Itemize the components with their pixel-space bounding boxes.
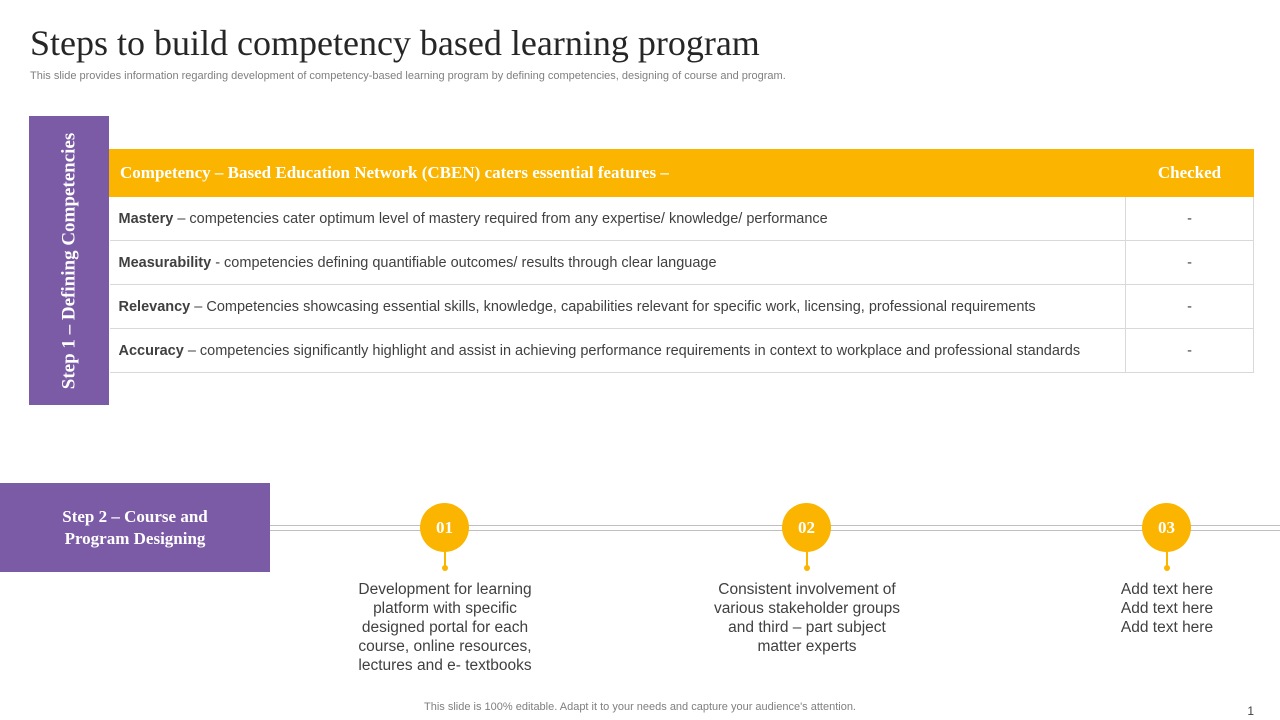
table-header-checked: Checked	[1126, 150, 1254, 197]
step-text-01: Development for learning platform with specific designed portal for each course, online resources, lectures and e- textbooks	[358, 581, 532, 674]
step1-panel	[29, 116, 109, 405]
step-connector-dot	[804, 565, 810, 571]
step-text-03: Add text here Add text here Add text here	[1120, 581, 1214, 636]
feature-cell	[110, 329, 1126, 373]
checked-cell: -	[1126, 197, 1254, 241]
feature-cell	[110, 285, 1126, 329]
step1-label: Step 1 – Defining Competencies	[58, 132, 80, 389]
feature-description: – Competencies showcasing essential skills, knowledge, capabilities relevant for specific work, licensing, professional requirements	[190, 298, 1036, 315]
competency-table	[109, 149, 1254, 373]
table-row	[110, 197, 1254, 241]
table-header-features: Competency – Based Education Network (CBEN) caters essential features –	[110, 150, 1126, 197]
feature-description: – competencies cater optimum level of mastery required from any expertise/ knowledge/ performance	[173, 210, 828, 227]
page-number: 1	[1247, 704, 1254, 718]
checked-cell: -	[1126, 329, 1254, 373]
feature-term: Mastery	[118, 210, 174, 227]
feature-description: – competencies significantly highlight and assist in achieving performance requirements in context to workplace and professional standards	[183, 342, 1081, 359]
step-circle-02: 02	[782, 503, 831, 552]
feature-term: Relevancy	[118, 298, 191, 315]
checked-cell: -	[1126, 285, 1254, 329]
feature-description: - competencies defining quantifiable outcomes/ results through clear language	[211, 254, 717, 271]
step2-label: Step 2 – Course and Program Designing	[62, 506, 208, 548]
step-circle-03: 03	[1142, 503, 1191, 552]
table-header-row	[110, 150, 1254, 197]
step-connector	[1166, 552, 1168, 566]
step-text-02: Consistent involvement of various stakeholder groups and third – part subject matter experts	[713, 581, 901, 655]
feature-cell	[110, 197, 1126, 241]
table-row	[110, 285, 1254, 329]
slide-title: Steps to build competency based learning program	[30, 23, 760, 63]
step2-panel	[0, 483, 270, 572]
table-row	[110, 241, 1254, 285]
feature-term: Measurability	[118, 254, 212, 271]
table-row	[110, 329, 1254, 373]
feature-term: Accuracy	[118, 342, 184, 359]
step-connector-dot	[442, 565, 448, 571]
step-connector	[444, 552, 446, 566]
step-circle-01: 01	[420, 503, 469, 552]
footer-note: This slide is 100% editable. Adapt it to your needs and capture your audience's attention.	[424, 701, 856, 713]
slide-subtitle: This slide provides information regarding development of competency-based learning program by defining competencies, designing of course and program.	[30, 70, 786, 82]
step-connector-dot	[1164, 565, 1170, 571]
step-connector	[806, 552, 808, 566]
feature-cell	[110, 241, 1126, 285]
checked-cell: -	[1126, 241, 1254, 285]
